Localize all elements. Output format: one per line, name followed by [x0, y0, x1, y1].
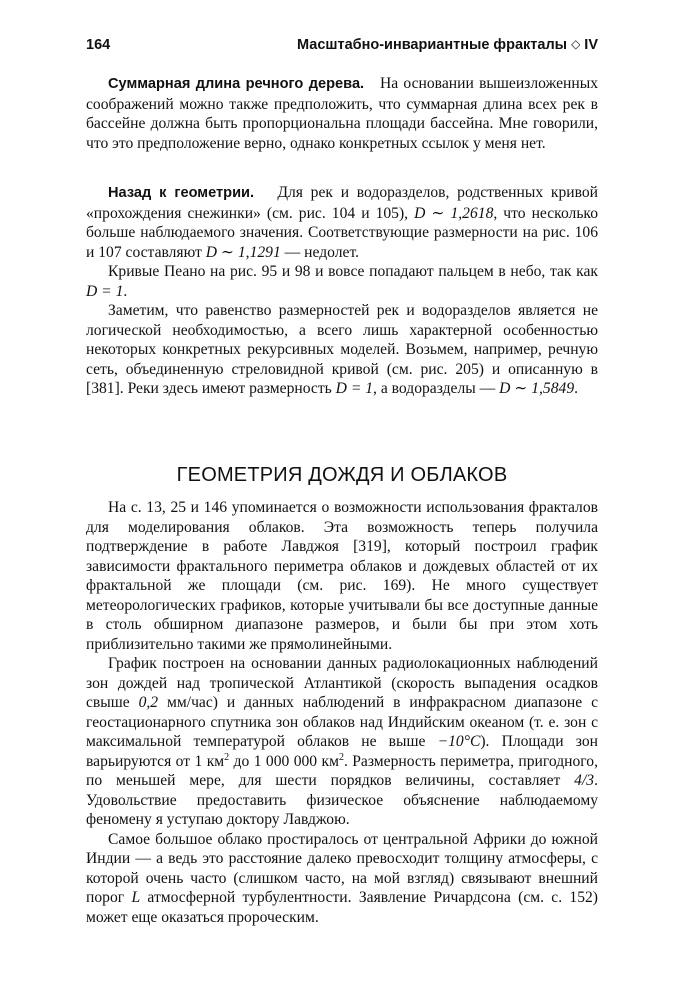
paragraph — [86, 654, 598, 830]
chapter-number: IV — [584, 37, 598, 53]
paragraph-text: Кривые Пеано на рис. 95 и 98 и вовсе попадают пальцем в небо, так как — [108, 263, 598, 280]
math-expression: 4/3 — [574, 772, 595, 789]
superscript: 2 — [224, 751, 230, 763]
math-expression: D ∼ 1,5849 — [499, 380, 575, 397]
river-tree-section — [86, 74, 598, 153]
paragraph-text: График построен на основании данных радиолокационных наблюдений зон дождей над тропической Атлантикой (скорость выпадения осадков свыше — [86, 655, 598, 711]
diamond-separator-icon: ◇ — [571, 37, 581, 51]
paragraph-text: — недолет. — [280, 243, 360, 261]
superscript: 2 — [338, 751, 344, 763]
paragraph: На с. 13, 25 и 146 упоминается о возможности использования фракталов для моделирования облаков. Эта возможность теперь получила подтверждение в работе Лавджоя [319], который построил график зависимости фрактального периметра облаков и дождевых областей от их фрактальной же площади (см. рис. 169). Не много существует метеорологических графиков, которые учитывали бы все доступные данные в столь обширном диапазоне размеров, и были бы при этом хоть приблизительно такими же прямолинейными. — [86, 499, 598, 653]
paragraph — [86, 74, 598, 153]
paragraph-text: . Удовольствие предоставить физическое объяснение наблюдаемому феномену я уступаю доктору Лавджою. — [86, 772, 598, 828]
paragraph-text: мм/час) и данных наблюдений в инфракрасном диапазоне с геостационарного спутника зон облаков над Индийским океаном (т. е. зон с максимальной температурой облаков не выше — [86, 694, 598, 750]
paragraph-text: , а водоразделы — — [373, 380, 500, 397]
paragraph-text: . — [574, 380, 579, 397]
section-heading: ГЕОМЕТРИЯ ДОЖДЯ И ОБЛАКОВ — [176, 463, 508, 486]
paragraph-text: Самое большое облако простиралось от центральной Африки до южной Индии — а ведь это расстояние далеко превосходит толщину атмосферы, с которой очень часто (слишком часто, на мой взгляд) связывают внешний порог — [86, 830, 598, 906]
paragraph-text: . Размерность периметра, пригодного, по меньшей мере, для шести порядков величины, составляет — [86, 752, 598, 789]
math-expression: D ∼ 1,2618 — [414, 204, 494, 222]
math-expression: D = 1 — [335, 380, 374, 397]
paragraph-text: Заметим, что равенство размерностей рек и водоразделов является не логической необходимостью, а всего лишь характерной особенностью некоторых конкретных рекурсивных моделей. Возьмем, например, речную сеть, объединенную стреловидной кривой (см. рис. 205) и описанную в [381]. Реки здесь имеют размерность — [86, 302, 598, 397]
math-expression: L — [131, 889, 141, 906]
math-expression: D = 1 — [86, 282, 124, 300]
paragraph-text: , что несколько больше наблюдаемого значения. Соответствующие размерности на рис. 106 и 107 составляют — [86, 204, 599, 261]
paragraph-text: ). Площади зон варьируются от 1 км — [86, 733, 598, 770]
paragraph-text: до 1 000 000 км — [229, 752, 339, 770]
rain-clouds-section — [86, 498, 598, 927]
running-title-text: Масштабно-инвариантные фракталы — [297, 37, 568, 53]
paragraph — [86, 830, 598, 928]
paragraph — [86, 262, 598, 301]
paragraph-text: атмосферной турбулентности. Заявление Ричардсона (см. с. 152) может еще оказаться пророческим. — [86, 889, 599, 926]
paragraph-text: . — [123, 282, 128, 300]
math-expression: −10°C — [437, 733, 481, 750]
paragraph — [86, 301, 598, 399]
paragraph — [86, 183, 598, 262]
paragraph-text: На основании вышеизложенных соображений можно также предположить, что суммарная длина всех рек в бассейне должна быть пропорциональна площади бассейна. Мне говорили, что это предположение верно, однако конкретных ссылок у меня нет. — [86, 75, 598, 152]
back-to-geometry-section — [86, 183, 598, 399]
paragraph-heading: Суммарная длина речного дерева. — [108, 76, 365, 92]
running-head — [86, 34, 598, 56]
page-number: 164 — [86, 37, 111, 53]
paragraph-text: Для рек и водоразделов, родственных кривой «прохождения снежинки» (см. рис. 104 и 105), — [86, 184, 598, 222]
math-expression: 0,2 — [138, 694, 159, 711]
paragraph-heading: Назад к геометрии. — [108, 185, 255, 201]
math-expression: D ∼ 1,1291 — [205, 243, 281, 261]
running-title — [297, 34, 598, 56]
